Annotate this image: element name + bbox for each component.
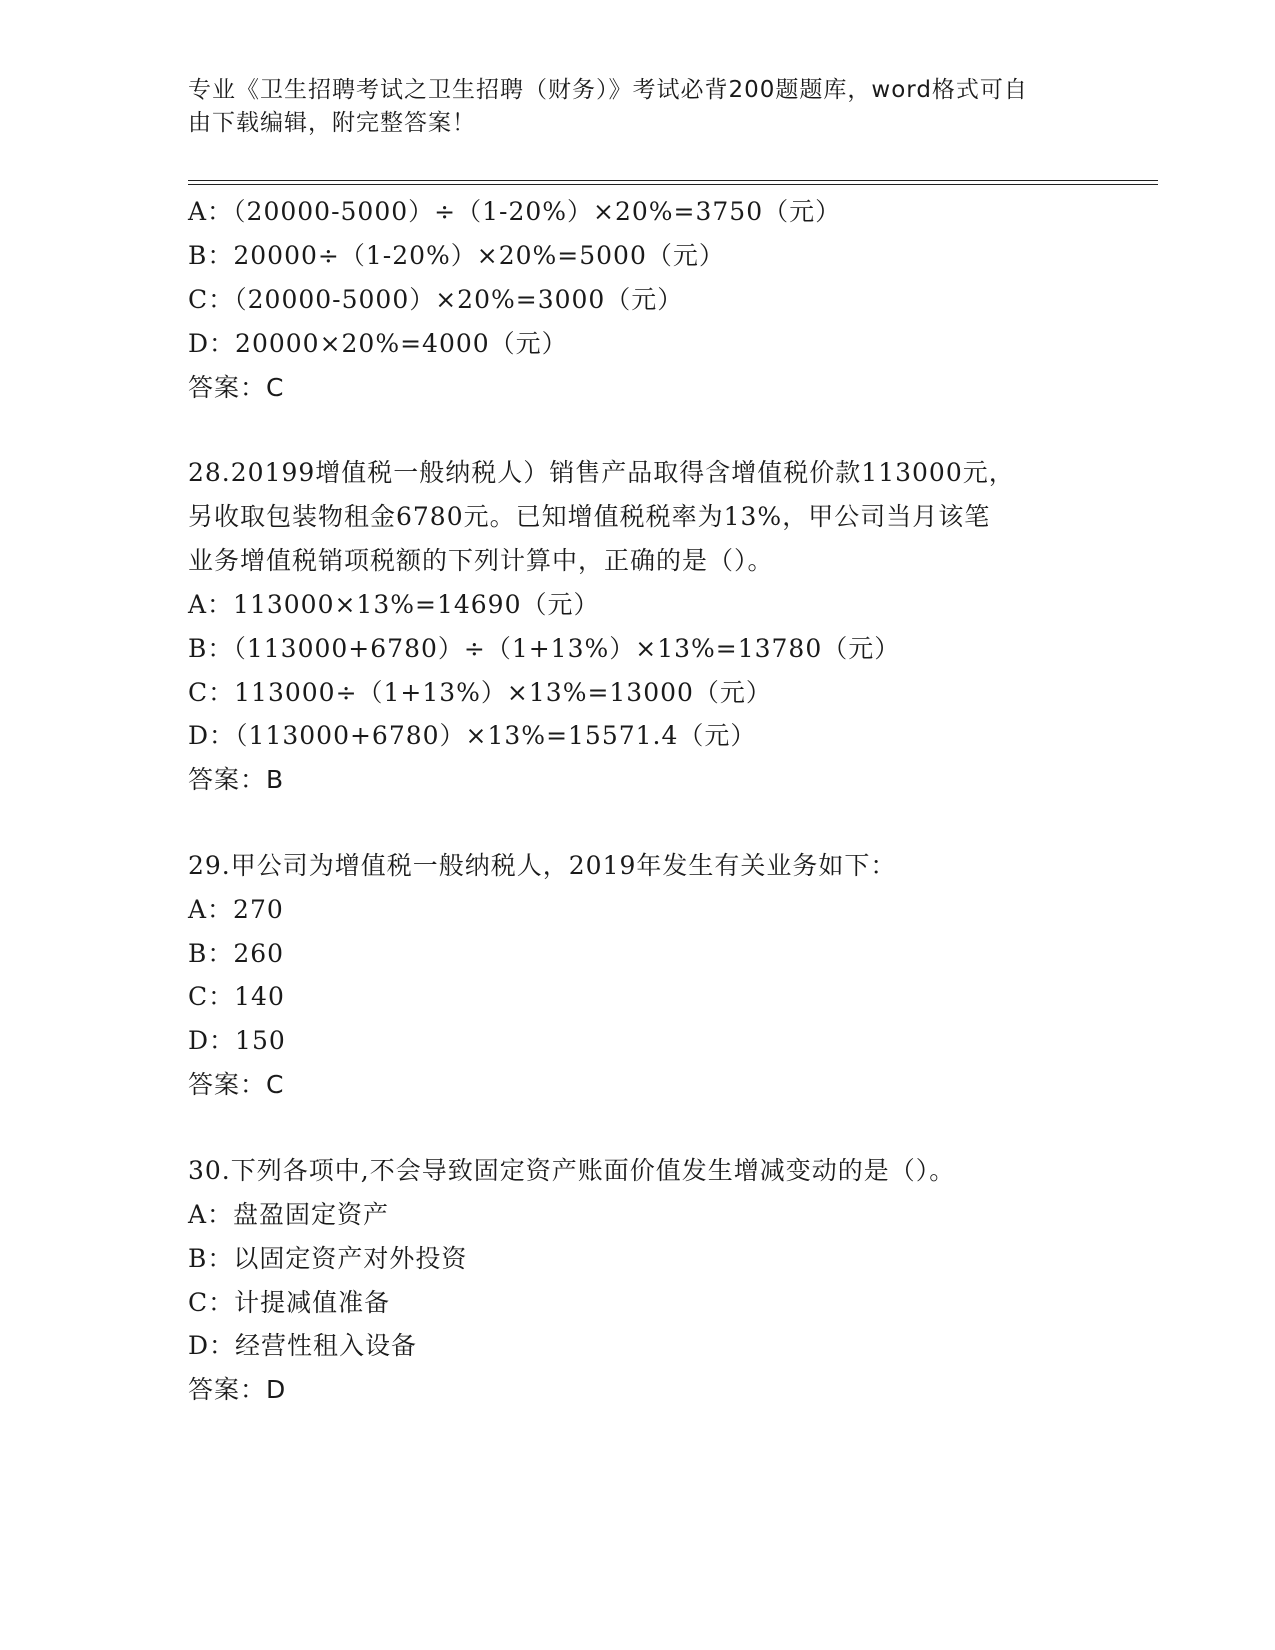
q27-option-c: C：（20000-5000）×20%=3000（元）: [188, 285, 684, 314]
q28-option-c: C：113000÷（1+13%）×13%=13000（元）: [188, 678, 772, 707]
q30-option-b: B：以固定资产对外投资: [188, 1244, 468, 1273]
q30-option-d: D：经营性租入设备: [188, 1331, 418, 1360]
q29-option-a: A：270: [188, 895, 284, 924]
q30-option-a: A：盘盈固定资产: [188, 1200, 390, 1229]
q27-answer: 答案：C: [188, 373, 285, 402]
header-divider-bottom: [188, 184, 1158, 185]
q28-stem-line-3: 业务增值税销项税额的下列计算中，正确的是（）。: [188, 546, 774, 575]
q28-stem-line-1: 28.20199增值税一般纳税人）销售产品取得含增值税价款113000元，: [188, 458, 1015, 487]
q29-option-b: B：260: [188, 939, 285, 968]
q30-option-c: C：计提减值准备: [188, 1288, 391, 1317]
q30-answer: 答案：D: [188, 1375, 287, 1404]
q28-answer: 答案：B: [188, 765, 285, 794]
q27-option-d: D：20000×20%=4000（元）: [188, 329, 568, 358]
q29-option-c: C：140: [188, 982, 285, 1011]
q28-stem-line-2: 另收取包装物租金6780元。已知增值税税率为13%，甲公司当月该笔: [188, 502, 991, 531]
q29-stem-line-1: 29.甲公司为增值税一般纳税人，2019年发生有关业务如下：: [188, 851, 897, 880]
q27-option-a: A：（20000-5000）÷（1-20%）×20%=3750（元）: [188, 197, 842, 226]
header-line-1: 专业《卫生招聘考试之卫生招聘（财务）》考试必背200题题库，word格式可自: [188, 77, 1028, 103]
header-divider-top: [188, 180, 1158, 181]
q29-answer: 答案：C: [188, 1070, 285, 1099]
header-line-2: 由下载编辑，附完整答案！: [188, 110, 476, 136]
q30-stem-line-1: 30.下列各项中,不会导致固定资产账面价值发生增减变动的是（）。: [188, 1156, 956, 1185]
q28-option-a: A：113000×13%=14690（元）: [188, 590, 600, 619]
q28-option-b: B：（113000+6780）÷（1+13%）×13%=13780（元）: [188, 634, 901, 663]
q27-option-b: B：20000÷（1-20%）×20%=5000（元）: [188, 241, 725, 270]
document-header: [188, 74, 1068, 140]
q29-option-d: D：150: [188, 1026, 286, 1055]
q28-option-d: D：（113000+6780）×13%=15571.4（元）: [188, 721, 757, 750]
